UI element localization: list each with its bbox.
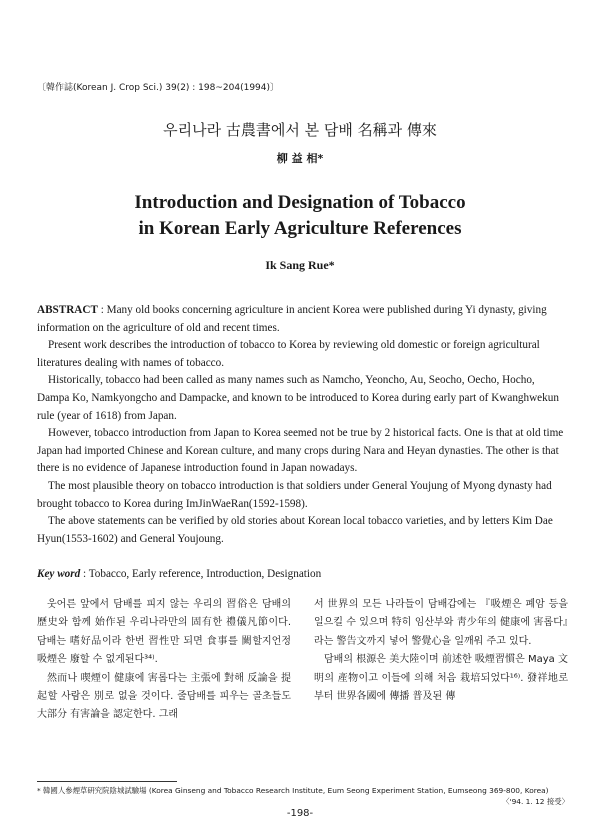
korean-author: 柳 益 相* bbox=[276, 152, 324, 165]
body-paragraph: 서 世界의 모든 나라들이 담배갑에는 『吸煙은 폐암 등을 일으킬 수 있으며 特히 임산부와 靑少年의 健康에 害롭다』라는 警告文까지 넣어 警覺心을 일깨워 주고 있다. bbox=[314, 599, 568, 647]
abstract-paragraph-1 bbox=[37, 302, 569, 337]
english-title bbox=[0, 190, 600, 242]
journal-header: 〔韓作誌(Korean J. Crop Sci.) 39(2) : 198~204(1994)〕 bbox=[37, 83, 280, 93]
footnote-divider bbox=[37, 781, 177, 782]
english-title-line1: Introduction and Designation of Tobacco bbox=[134, 192, 466, 213]
abstract-paragraph-3: Historically, tobacco had been called as many names such as Namcho, Yeoncho, Au, Seocho, Oecho, Hocho, Dampa Ko, Namkyongcho and Dampacke, and known to be introduced to Korea during early part of Kwanghwekun rule (year of 1618) from Japan. bbox=[37, 374, 559, 422]
abstract-text-1: : Many old books concerning agriculture in ancient Korea were published during Yi dynasty, giving information on the agriculture of old and recent times. bbox=[37, 304, 547, 334]
abstract-paragraph-4: However, tobacco introduction from Japan to Korea seemed not be true by 2 historical facts. One is that at old time Japan had imported Chinese and Korean culture, and many crops during Nara and Heyan dynasties. The other is that there is no evidence of Japanese introduction found in Japan nowadays. bbox=[37, 427, 564, 475]
abstract-label: ABSTRACT bbox=[37, 304, 98, 316]
keywords bbox=[37, 568, 321, 580]
page-number: -198- bbox=[286, 808, 314, 819]
abstract-paragraph-6: The above statements can be verified by old stories about Korean local tobacco varieties, and by letters Kim Dae Hyun(1553-1602) and General Youjoung. bbox=[37, 515, 553, 545]
keyword-label: Key word bbox=[37, 568, 81, 580]
abstract bbox=[37, 302, 569, 548]
english-title-line2: in Korean Early Agriculture References bbox=[138, 218, 462, 239]
body-column-right bbox=[314, 596, 568, 706]
footnote-affiliation: * 韓國人參煙草硏究院陰城試驗場 (Korea Ginseng and Tobacco Research Institute, Eum Seong Experiment Station, Eumseong 369-800, Korea) bbox=[37, 786, 549, 795]
body-paragraph: 담배의 根源은 美大陸이며 前述한 吸煙習慣은 Maya 文明의 產物이고 이들에 의해 처음 栽培되었다¹⁶⁾. 發祥地로부터 世界各國에 傳播 普及된 傳 bbox=[314, 654, 568, 703]
english-author: Ik Sang Rue* bbox=[265, 258, 335, 272]
footnote-received-date: 〈'94. 1. 12 接受〉 bbox=[502, 797, 569, 806]
korean-title: 우리나라 古農書에서 본 담배 名稱과 傳來 bbox=[163, 121, 437, 139]
footnote bbox=[37, 785, 569, 806]
body-paragraph: 然而나 喫煙이 健康에 害롭다는 主張에 對해 反論을 提起할 사람은 別로 없을 것이다. 줄담배를 피우는 골초들도 大部分 有害論을 認定한다. 그래 bbox=[37, 672, 291, 721]
body-paragraph: 웃어른 앞에서 담배를 피지 않는 우리의 習俗은 담배의 歷史와 함께 始作된 우리나라만의 固有한 禮儀凡節이다. 담배는 嗜好品이라 한번 習性만 되면 食事를 闕할지언정 吸煙은 廢할 수 없게된다³⁴⁾. bbox=[37, 599, 291, 666]
body-column-left bbox=[37, 596, 291, 725]
abstract-paragraph-2: Present work describes the introduction of tobacco to Korea by reviewing old domestic or foreign agricultural literatures dealing with names of tobacco. bbox=[37, 339, 540, 369]
keyword-text: : Tobacco, Early reference, Introduction, Designation bbox=[80, 568, 322, 580]
abstract-paragraph-5: The most plausible theory on tobacco introduction is that soldiers under General Youjung of Myong dynasty had brought tobacco to Korea during ImJinWaeRan(1592-1598). bbox=[37, 479, 552, 510]
